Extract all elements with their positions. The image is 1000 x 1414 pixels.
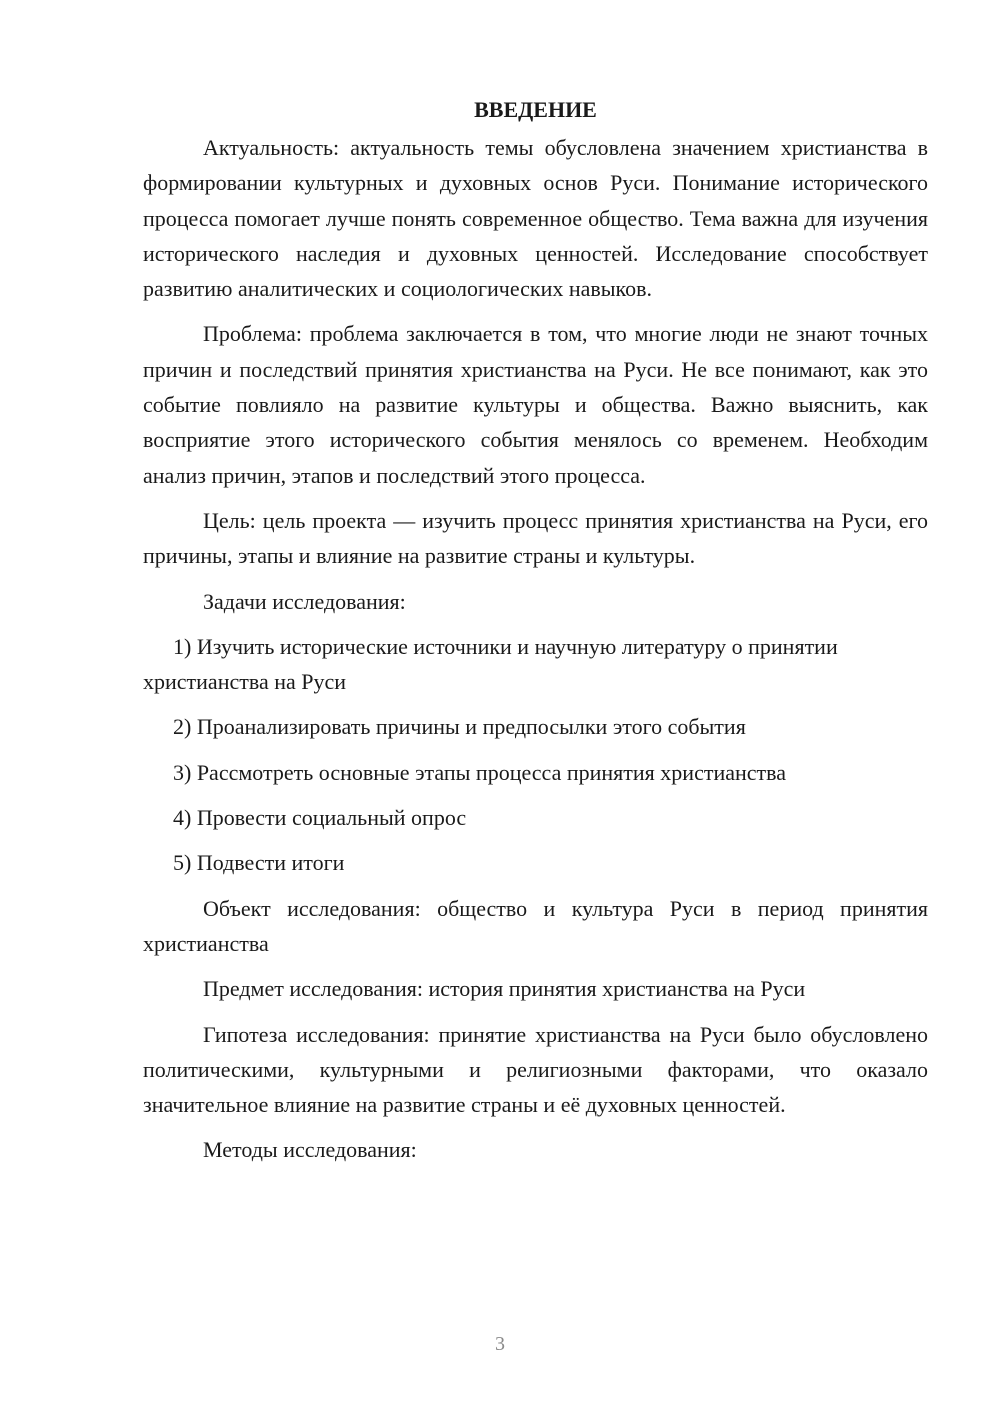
task-item-3: 3) Рассмотреть основные этапы процесса принятия христианства bbox=[173, 759, 787, 785]
section-title: ВВЕДЕНИЕ bbox=[474, 97, 597, 122]
page-number: 3 bbox=[495, 1333, 505, 1355]
object-paragraph: Объект исследования: общество и культура Руси в период принятия христианства bbox=[143, 895, 928, 956]
task-item-5: 5) Подвести итоги bbox=[173, 850, 345, 876]
task-item-2: 2) Проанализировать причины и предпосылки этого события bbox=[173, 714, 746, 740]
hypothesis-paragraph: Гипотеза исследования: принятие христианства на Руси было обусловлено политическими, культурными и религиозными факторами, что оказало значительное влияние на развитие страны и её духовных ценностей. bbox=[143, 1021, 928, 1118]
task-item-4: 4) Провести социальный опрос bbox=[173, 805, 467, 831]
task-item-1: 1) Изучить исторические источники и научную литературу о принятии христианства на Руси bbox=[143, 633, 838, 695]
document-page bbox=[143, 92, 928, 1178]
methods-heading: Методы исследования: bbox=[203, 1137, 417, 1163]
goal-paragraph: Цель: цель проекта — изучить процесс принятия христианства на Руси, его причины, этапы и влияние на развитие страны и культуры. bbox=[143, 507, 928, 569]
problem-paragraph: Проблема: проблема заключается в том, что многие люди не знают точных причин и последствий принятия христианства на Руси. Не все понимают, как это событие повлияло на развитие культуры и общества. Важно выяснить, как восприятие этого исторического события менялось со временем. Необходим анализ причин, этапов и последствий этого процесса. bbox=[143, 321, 928, 488]
relevance-paragraph: Актуальность: актуальность темы обусловлена значением христианства в формировании культурных и духовных основ Руси. Понимание исторического процесса помогает лучше понять современное общество. Тема важна для изучения исторического наследия и духовных ценностей. Исследование способствует развитию аналитических и социологических навыков. bbox=[143, 135, 928, 302]
tasks-heading: Задачи исследования: bbox=[203, 588, 406, 614]
subject-paragraph: Предмет исследования: история принятия христианства на Руси bbox=[203, 976, 806, 1002]
